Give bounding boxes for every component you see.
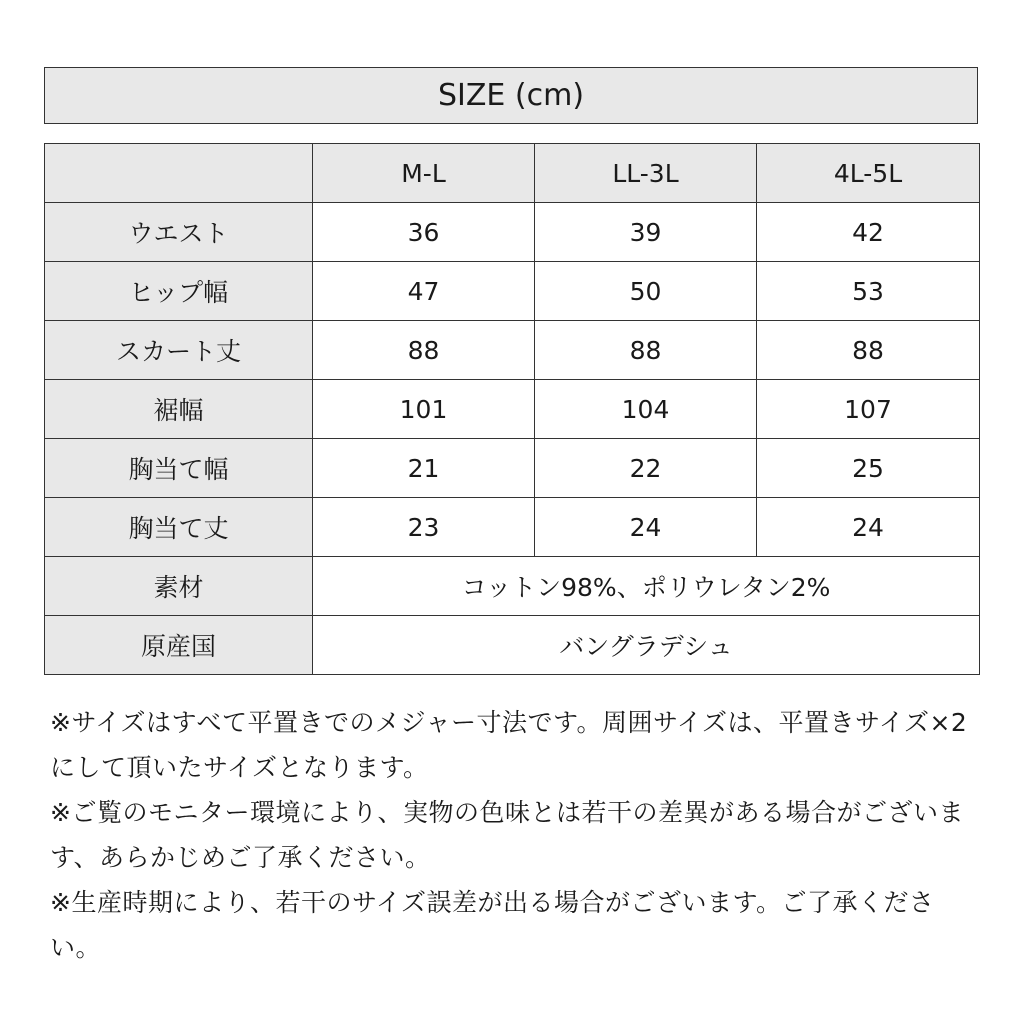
note-color: ※ご覧のモニター環境により、実物の色味とは若干の差異がある場合がございます、あらかじめご了承ください。 [50,798,964,872]
table-cell: 23 [313,498,535,557]
table-cell: 39 [535,203,757,262]
row-label: スカート丈 [45,321,313,380]
table-cell: 101 [313,380,535,439]
material-row [45,557,980,616]
header-size-4l-5l: 4L-5L [757,144,980,203]
table-row [45,380,980,439]
origin-value: バングラデシュ [313,616,980,675]
row-label: 裾幅 [45,380,313,439]
table-cell: 53 [757,262,980,321]
table-cell: 104 [535,380,757,439]
size-table [44,143,980,675]
table-row [45,498,980,557]
table-cell: 21 [313,439,535,498]
table-cell: 42 [757,203,980,262]
note-production: ※生産時期により、若干のサイズ誤差が出る場合がございます。ご了承ください。 [50,888,935,962]
row-label: ヒップ幅 [45,262,313,321]
note-measurement: ※サイズはすべて平置きでのメジャー寸法です。周囲サイズは、平置きサイズ×2にして頂いたサイズとなります。 [50,708,968,782]
table-cell: 25 [757,439,980,498]
table-cell: 107 [757,380,980,439]
notes [50,700,980,970]
table-header-row [45,144,980,203]
table-row [45,439,980,498]
header-size-m-l: M-L [313,144,535,203]
row-label: 胸当て幅 [45,439,313,498]
table-row [45,262,980,321]
table-cell: 36 [313,203,535,262]
table-cell: 24 [535,498,757,557]
origin-row [45,616,980,675]
header-size-ll-3l: LL-3L [535,144,757,203]
origin-label: 原産国 [45,616,313,675]
material-label: 素材 [45,557,313,616]
table-cell: 47 [313,262,535,321]
table-cell: 88 [313,321,535,380]
table-row [45,203,980,262]
header-corner [45,144,313,203]
table-cell: 24 [757,498,980,557]
row-label: 胸当て丈 [45,498,313,557]
table-row [45,321,980,380]
table-cell: 88 [757,321,980,380]
row-label: ウエスト [45,203,313,262]
table-cell: 22 [535,439,757,498]
size-title: SIZE (cm) [44,67,978,124]
table-cell: 88 [535,321,757,380]
table-cell: 50 [535,262,757,321]
material-value: コットン98%、ポリウレタン2% [313,557,980,616]
